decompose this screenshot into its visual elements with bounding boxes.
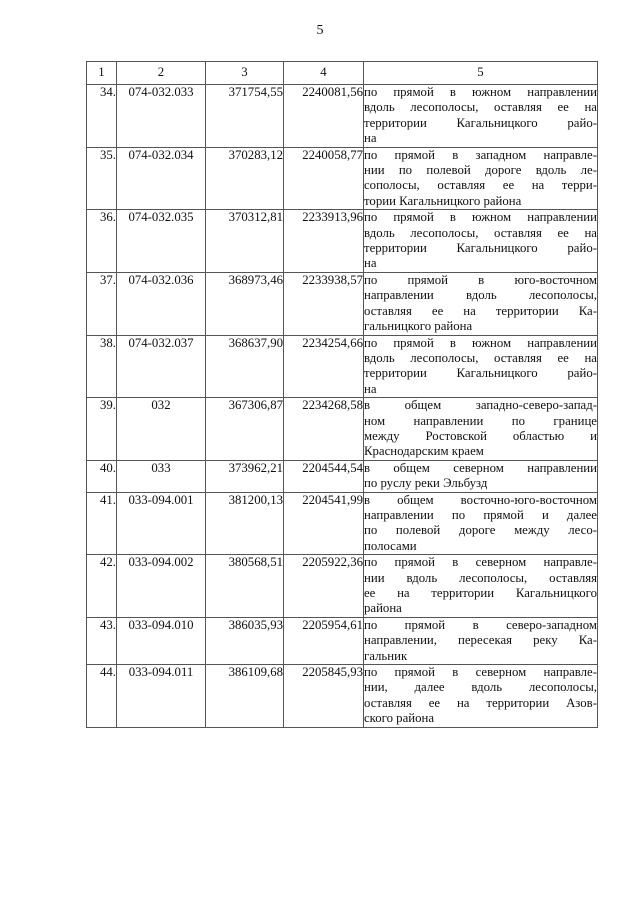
boundary-description-cell [364,492,598,555]
boundary-description-cell [364,272,598,335]
description-line: на [364,256,377,271]
table-row [87,492,598,555]
coordinate-x-cell: 373962,21 [206,460,284,492]
table-row [87,147,598,210]
row-number-cell: 36. [87,210,117,273]
coordinate-y-cell: 2233938,57 [284,272,364,335]
description-line: по прямой в западном направле- [364,147,597,162]
point-code-cell: 074-032.033 [117,85,206,148]
row-number-cell: 40. [87,460,117,492]
description-line: по прямой в юго-восточном [364,272,597,287]
point-code-cell: 032 [117,398,206,461]
description-line: сополосы, оставляя ее на терри- [364,178,597,193]
description-line: гальницкого района [364,319,473,334]
description-line: района [364,601,402,616]
coordinate-y-cell: 2205922,36 [284,555,364,618]
point-code-cell: 033 [117,460,206,492]
coordinate-x-cell: 381200,13 [206,492,284,555]
row-number-cell: 43. [87,617,117,664]
column-header-2: 2 [117,62,206,85]
description-line: на [364,381,377,396]
boundary-description-cell [364,617,598,664]
table-row [87,335,598,398]
table-header-row [87,62,598,85]
description-line: в общем западно-северо-запад- [364,398,597,413]
column-header-3: 3 [206,62,284,85]
coordinate-y-cell: 2205954,61 [284,617,364,664]
point-code-cell: 074-032.036 [117,272,206,335]
description-line: вдоль лесополосы, оставляя ее на [364,225,597,240]
boundary-description-cell [364,147,598,210]
description-line: нии по полевой дороге вдоль ле- [364,163,597,178]
description-line: направлении, пересекая реку Ка- [364,633,597,648]
description-line: в общем северном направлении [364,460,597,475]
boundary-description-cell [364,555,598,618]
description-line: ее на территории Кагальницкого [364,586,597,600]
description-line: гальник [364,648,408,663]
row-number-cell: 38. [87,335,117,398]
coordinate-y-cell: 2205845,93 [284,665,364,728]
coordinate-x-cell: 370283,12 [206,147,284,210]
coordinate-x-cell: 380568,51 [206,555,284,618]
point-code-cell: 033-094.002 [117,555,206,618]
description-line: по прямой в южном направлении [364,335,597,350]
description-line: по прямой в южном направлении [364,210,597,225]
description-line: между Ростовской областью и [364,428,597,443]
boundary-description-cell [364,210,598,273]
point-code-cell: 033-094.010 [117,617,206,664]
point-code-cell: 033-094.001 [117,492,206,555]
coordinate-y-cell: 2204544,54 [284,460,364,492]
description-line: направлении по прямой и далее [364,507,597,522]
description-line: по руслу реки Эльбузд [364,476,488,491]
row-number-cell: 41. [87,492,117,555]
description-line: ном направлении по границе [364,413,597,428]
boundary-description-cell [364,398,598,461]
boundary-description-cell [364,335,598,398]
column-header-5: 5 [364,62,598,85]
boundary-description-cell [364,85,598,148]
description-line: оставляя ее на территории Азов- [364,695,597,710]
coordinate-x-cell: 368637,90 [206,335,284,398]
row-number-cell: 42. [87,555,117,618]
description-line: по полевой дороге между лесо- [364,523,597,538]
coordinate-x-cell: 367306,87 [206,398,284,461]
table-row [87,210,598,273]
description-line: в общем восточно-юго-восточном [364,492,597,507]
description-line: Краснодарским краем [364,444,484,459]
point-code-cell: 074-032.034 [117,147,206,210]
boundary-description-cell [364,460,598,492]
point-code-cell: 074-032.035 [117,210,206,273]
row-number-cell: 39. [87,398,117,461]
description-line: территории Кагальницкого райо- [364,241,597,256]
coordinate-y-cell: 2234254,66 [284,335,364,398]
table-row [87,398,598,461]
description-line: по прямой в северном направле- [364,555,597,570]
row-number-cell: 35. [87,147,117,210]
column-header-1: 1 [87,62,117,85]
description-line: территории Кагальницкого райо- [364,115,597,130]
coordinate-x-cell: 386109,68 [206,665,284,728]
description-line: нии вдоль лесополосы, оставляя [364,570,597,585]
description-line: по прямой в северном направле- [364,665,597,680]
description-line: тории Кагальницкого района [364,193,522,208]
description-line: оставляя ее на территории Ка- [364,303,597,318]
table-row [87,555,598,618]
table-body [87,85,598,728]
table-row [87,85,598,148]
column-header-4: 4 [284,62,364,85]
description-line: вдоль лесополосы, оставляя ее на [364,350,597,365]
point-code-cell: 033-094.011 [117,665,206,728]
page-number: 5 [316,23,324,38]
coordinate-y-cell: 2204541,99 [284,492,364,555]
coordinate-y-cell: 2240058,77 [284,147,364,210]
boundary-points-table [86,61,598,728]
coordinate-y-cell: 2240081,56 [284,85,364,148]
boundary-description-cell [364,665,598,728]
coordinate-y-cell: 2233913,96 [284,210,364,273]
description-line: вдоль лесополосы, оставляя ее на [364,100,597,115]
description-line: по прямой в южном направлении [364,85,597,99]
table-row [87,617,598,664]
coordinate-x-cell: 370312,81 [206,210,284,273]
description-line: на [364,131,377,146]
coordinate-x-cell: 371754,55 [206,85,284,148]
description-line: ского района [364,711,435,726]
coordinate-x-cell: 386035,93 [206,617,284,664]
row-number-cell: 44. [87,665,117,728]
point-code-cell: 074-032.037 [117,335,206,398]
description-line: по прямой в северо-западном [364,617,597,632]
description-line: полосами [364,538,417,553]
description-line: нии, далее вдоль лесополосы, [364,680,597,695]
description-line: территории Кагальницкого райо- [364,366,597,381]
coordinate-y-cell: 2234268,58 [284,398,364,461]
table-row [87,665,598,728]
coordinate-x-cell: 368973,46 [206,272,284,335]
table-row [87,460,598,492]
row-number-cell: 37. [87,272,117,335]
table-row [87,272,598,335]
row-number-cell: 34. [87,85,117,148]
description-line: направлении вдоль лесополосы, [364,288,597,303]
